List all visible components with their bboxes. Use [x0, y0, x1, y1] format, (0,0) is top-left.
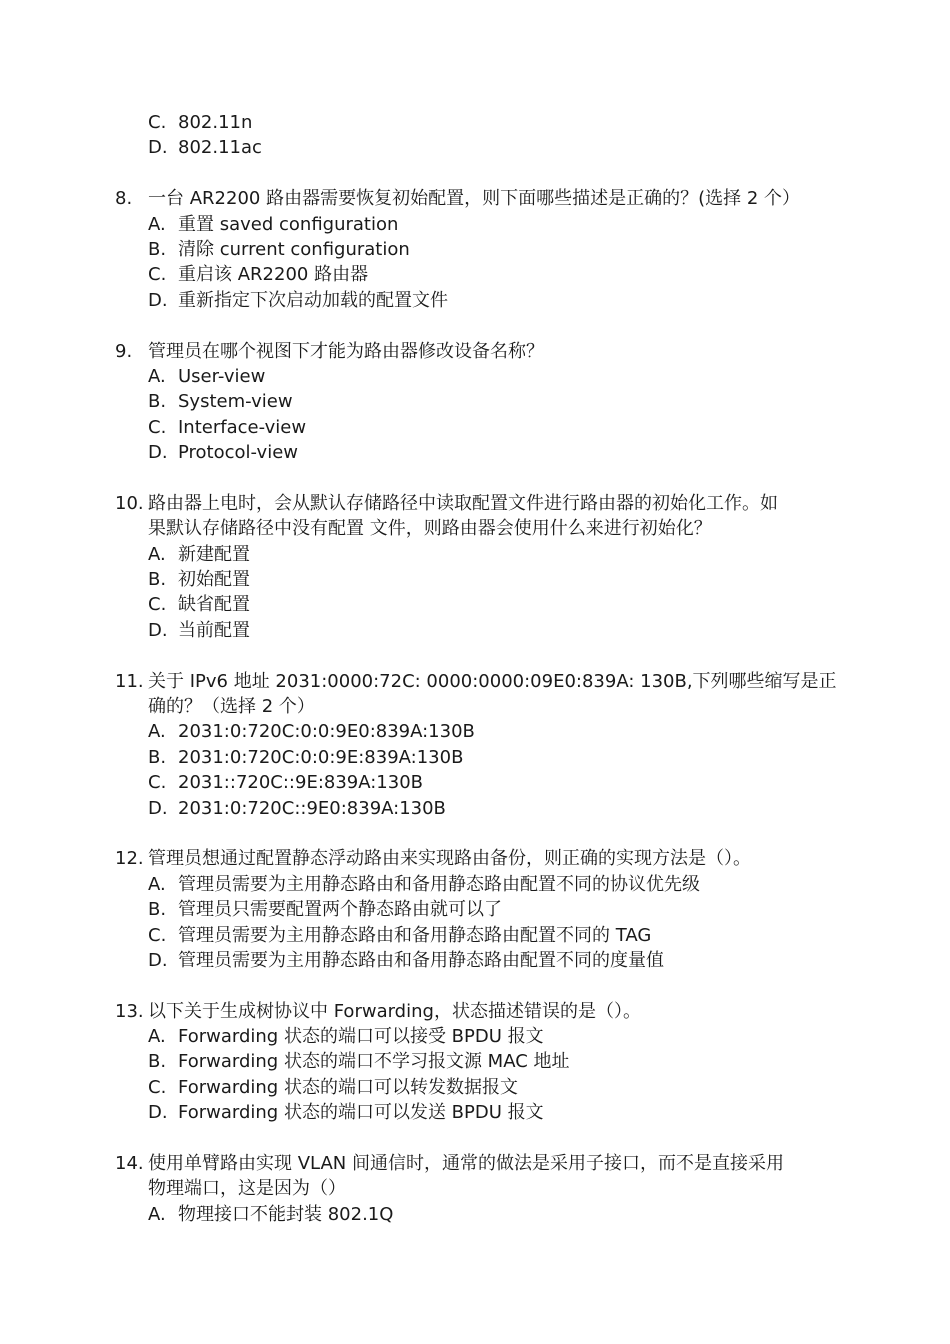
option-line [0, 212, 950, 237]
option-line [0, 364, 950, 389]
option-line [0, 618, 950, 643]
option-letter: C. [148, 416, 167, 438]
option-letter: A. [148, 873, 166, 895]
option-line [0, 796, 950, 821]
option-line [0, 1024, 950, 1049]
option-text: 重置 saved configuration [178, 213, 399, 235]
question-line [0, 186, 950, 211]
option-text: Forwarding 状态的端口可以转发数据报文 [178, 1076, 518, 1098]
question-text: 管理员想通过配置静态浮动路由来实现路由备份，则正确的实现方法是（）。 [148, 848, 751, 870]
option-text: 缺省配置 [178, 594, 250, 616]
question-line-continued [0, 1176, 950, 1201]
option-line [0, 415, 950, 440]
question-line [0, 999, 950, 1024]
option-line [0, 110, 950, 135]
question-number: 11. [115, 670, 144, 692]
option-line [0, 897, 950, 922]
option-text: 802.11ac [178, 137, 262, 159]
option-line [0, 389, 950, 414]
option-line [0, 745, 950, 770]
option-line [0, 1075, 950, 1100]
option-letter: B. [148, 569, 167, 591]
option-line [0, 1049, 950, 1074]
option-letter: C. [148, 924, 167, 946]
question-text: 路由器上电时，会从默认存储路径中读取配置文件进行路由器的初始化工作。如 [148, 492, 778, 514]
spacer [0, 313, 950, 338]
question-number: 10. [115, 492, 144, 514]
question-11 [0, 669, 950, 821]
option-letter: A. [148, 213, 166, 235]
option-text: Forwarding 状态的端口可以接受 BPDU 报文 [178, 1026, 544, 1048]
option-text: User-view [178, 365, 266, 387]
option-line [0, 440, 950, 465]
option-letter: D. [148, 289, 168, 311]
question-line [0, 491, 950, 516]
option-letter: B. [148, 238, 167, 260]
option-line [0, 592, 950, 617]
option-letter: D. [148, 797, 168, 819]
option-line [0, 1202, 950, 1227]
question-line-continued [0, 694, 950, 719]
question-text: 一台 AR2200 路由器需要恢复初始配置，则下面哪些描述是正确的？(选择 2 个） [148, 188, 800, 210]
option-letter: D. [148, 1102, 168, 1124]
option-text: System-view [178, 391, 293, 413]
option-text: 当前配置 [178, 619, 250, 641]
option-letter: D. [148, 949, 168, 971]
option-line [0, 567, 950, 592]
option-text: 2031:0:720C:0:0:9E:839A:130B [178, 746, 464, 768]
option-line [0, 288, 950, 313]
question-number: 8. [115, 188, 133, 210]
option-text: 物理接口不能封装 802.1Q [178, 1203, 394, 1225]
option-text: 初始配置 [178, 569, 250, 591]
document-page [0, 110, 950, 1227]
option-letter: B. [148, 746, 167, 768]
question-text: 确的？（选择 2 个） [148, 695, 315, 717]
question-9 [0, 339, 950, 466]
option-text: 重启该 AR2200 路由器 [178, 264, 369, 286]
question-13 [0, 999, 950, 1126]
option-letter: A. [148, 365, 166, 387]
option-line [0, 872, 950, 897]
spacer [0, 465, 950, 490]
spacer [0, 643, 950, 668]
question-text: 使用单臂路由实现 VLAN 间通信时，通常的做法是采用子接口，而不是直接采用 [148, 1153, 784, 1175]
option-text: Protocol-view [178, 442, 298, 464]
option-text: 2031::720C::9E:839A:130B [178, 772, 424, 794]
spacer [0, 973, 950, 998]
option-letter: A. [148, 1203, 166, 1225]
option-letter: A. [148, 721, 166, 743]
option-line [0, 923, 950, 948]
question-text: 关于 IPv6 地址 2031:0000:72C: 0000:0000:09E0:839A: 130B,下列哪些缩写是正 [148, 670, 837, 692]
spacer [0, 1126, 950, 1151]
question-line [0, 1151, 950, 1176]
option-text: 2031:0:720C:0:0:9E0:839A:130B [178, 721, 475, 743]
question-14 [0, 1151, 950, 1227]
option-letter: D. [148, 619, 168, 641]
option-line [0, 135, 950, 160]
option-letter: A. [148, 543, 166, 565]
option-text: 管理员只需要配置两个静态路由就可以了 [178, 899, 502, 921]
question-line-continued [0, 516, 950, 541]
option-text: 管理员需要为主用静态路由和备用静态路由配置不同的度量值 [178, 949, 664, 971]
option-letter: A. [148, 1026, 166, 1048]
option-text: 新建配置 [178, 543, 250, 565]
option-text: Forwarding 状态的端口不学习报文源 MAC 地址 [178, 1051, 570, 1073]
option-letter: C. [148, 772, 167, 794]
carryover-options [0, 110, 950, 161]
option-line [0, 770, 950, 795]
question-line [0, 339, 950, 364]
option-letter: B. [148, 1051, 167, 1073]
question-number: 9. [115, 340, 133, 362]
option-text: 清除 current configuration [178, 238, 410, 260]
question-line [0, 669, 950, 694]
option-text: 重新指定下次启动加载的配置文件 [178, 289, 448, 311]
option-letter: C. [148, 594, 167, 616]
question-number: 12. [115, 848, 144, 870]
spacer [0, 161, 950, 186]
question-text: 管理员在哪个视图下才能为路由器修改设备名称？ [148, 340, 544, 362]
option-text: 2031:0:720C::9E0:839A:130B [178, 797, 446, 819]
option-letter: B. [148, 391, 167, 413]
question-line [0, 846, 950, 871]
option-letter: C. [148, 112, 167, 133]
option-text: 管理员需要为主用静态路由和备用静态路由配置不同的 TAG [178, 924, 652, 946]
option-text: Forwarding 状态的端口可以发送 BPDU 报文 [178, 1102, 544, 1124]
question-number: 14. [115, 1153, 144, 1175]
question-12 [0, 846, 950, 973]
option-letter: C. [148, 1076, 167, 1098]
option-line [0, 719, 950, 744]
option-line [0, 237, 950, 262]
option-letter: D. [148, 137, 168, 159]
question-10 [0, 491, 950, 643]
question-text: 物理端口，这是因为（） [148, 1178, 346, 1200]
option-line [0, 542, 950, 567]
option-line [0, 948, 950, 973]
option-text: 802.11n [178, 112, 253, 133]
option-letter: C. [148, 264, 167, 286]
question-8 [0, 186, 950, 313]
option-line [0, 262, 950, 287]
question-text: 以下关于生成树协议中 Forwarding，状态描述错误的是（）。 [148, 1000, 641, 1022]
question-text: 果默认存储路径中没有配置 文件，则路由器会使用什么来进行初始化？ [148, 518, 712, 540]
option-line [0, 1100, 950, 1125]
option-text: Interface-view [178, 416, 307, 438]
spacer [0, 821, 950, 846]
option-letter: D. [148, 442, 168, 464]
question-number: 13. [115, 1000, 144, 1022]
option-letter: B. [148, 899, 167, 921]
option-text: 管理员需要为主用静态路由和备用静态路由配置不同的协议优先级 [178, 873, 700, 895]
